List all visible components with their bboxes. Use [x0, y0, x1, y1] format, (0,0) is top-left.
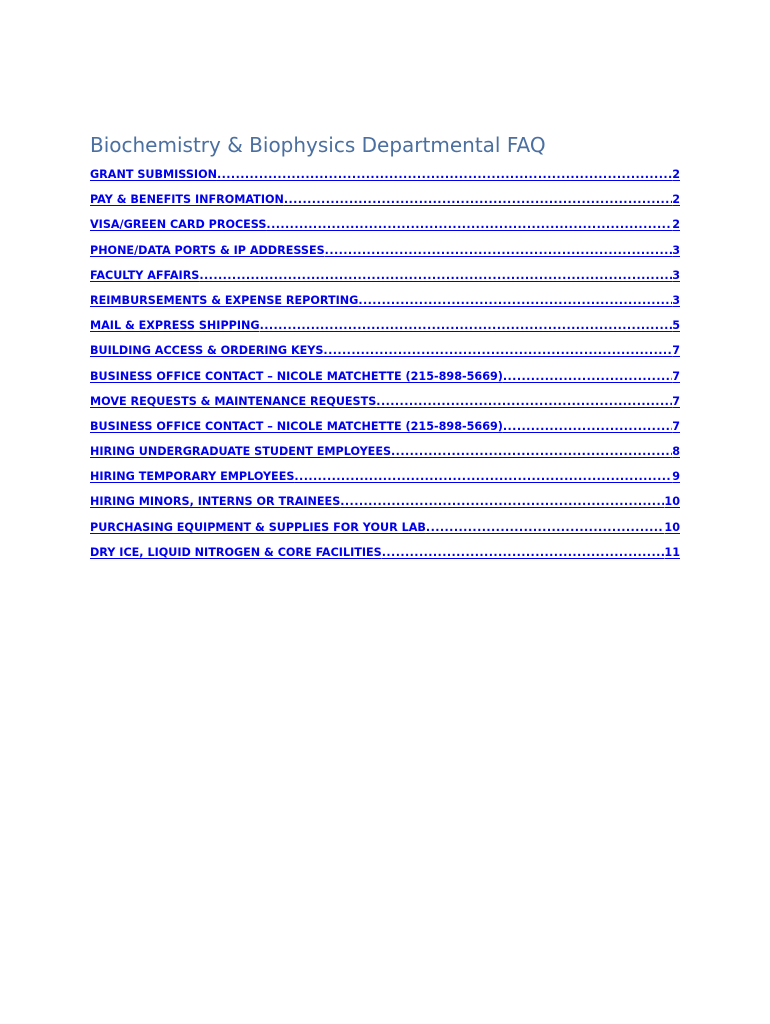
toc-entry-label: PHONE/DATA PORTS & IP ADDRESSES [90, 243, 325, 257]
toc-entry-label: HIRING UNDERGRADUATE STUDENT EMPLOYEES [90, 445, 392, 459]
toc-entry-label: BUSINESS OFFICE CONTACT – NICOLE MATCHETTE (215-898-5669) [90, 369, 503, 383]
toc-page-number: 3 [672, 268, 680, 282]
toc-dot-leader [260, 313, 673, 338]
toc-dot-leader [266, 212, 672, 237]
toc-dot-leader [503, 414, 672, 439]
toc-entry-business-office-contact[interactable] [90, 364, 680, 389]
toc-entry-label: HIRING MINORS, INTERNS OR TRAINEES [90, 495, 341, 509]
toc-entry-label: FACULTY AFFAIRS [90, 268, 200, 282]
toc-page-number: 3 [672, 293, 680, 307]
toc-entry-label: REIMBURSEMENTS & EXPENSE REPORTING [90, 293, 359, 307]
toc-dot-leader [340, 489, 664, 514]
toc-dot-leader [382, 540, 665, 565]
table-of-contents [90, 162, 680, 565]
toc-dot-leader [325, 238, 673, 263]
toc-entry-label: PURCHASING EQUIPMENT & SUPPLIES FOR YOUR LAB [90, 520, 426, 534]
toc-dot-leader [284, 187, 672, 212]
toc-page-number: 11 [664, 545, 680, 559]
toc-entry-move-maintenance[interactable] [90, 389, 680, 414]
toc-dot-leader [391, 439, 672, 464]
toc-dot-leader [294, 464, 672, 489]
toc-entry-pay-benefits[interactable] [90, 187, 680, 212]
toc-entry-label: MAIL & EXPRESS SHIPPING [90, 319, 260, 333]
toc-entry-faculty-affairs[interactable] [90, 263, 680, 288]
toc-dot-leader [426, 515, 665, 540]
toc-entry-mail-shipping[interactable] [90, 313, 680, 338]
toc-entry-visa-green-card[interactable] [90, 212, 680, 237]
toc-page-number: 7 [672, 369, 680, 383]
toc-entry-business-office-contact-2[interactable] [90, 414, 680, 439]
toc-dot-leader [358, 288, 672, 313]
toc-page-number: 7 [672, 344, 680, 358]
toc-page-number: 7 [672, 419, 680, 433]
toc-entry-reimbursements[interactable] [90, 288, 680, 313]
toc-entry-grant-submission[interactable] [90, 162, 680, 187]
toc-dot-leader [217, 162, 672, 187]
toc-page-number: 10 [664, 520, 680, 534]
toc-entry-label: HIRING TEMPORARY EMPLOYEES [90, 470, 295, 484]
toc-page-number: 2 [672, 218, 680, 232]
toc-page-number: 7 [672, 394, 680, 408]
toc-entry-hiring-minors[interactable] [90, 489, 680, 514]
toc-entry-purchasing-equipment[interactable] [90, 515, 680, 540]
toc-entry-label: MOVE REQUESTS & MAINTENANCE REQUESTS [90, 394, 377, 408]
toc-entry-label: BUILDING ACCESS & ORDERING KEYS [90, 344, 324, 358]
toc-page-number: 2 [672, 168, 680, 181]
toc-entry-dry-ice-nitrogen[interactable] [90, 540, 680, 565]
toc-page-number: 9 [672, 470, 680, 484]
toc-page-number: 10 [664, 495, 680, 509]
toc-page-number: 3 [672, 243, 680, 257]
toc-dot-leader [199, 263, 672, 288]
toc-page-number: 5 [672, 319, 680, 333]
toc-entry-label: GRANT SUBMISSION [90, 168, 217, 181]
toc-entry-phone-data-ports[interactable] [90, 238, 680, 263]
toc-entry-hiring-temporary[interactable] [90, 464, 680, 489]
toc-entry-label: DRY ICE, LIQUID NITROGEN & CORE FACILITIES [90, 545, 382, 559]
toc-page-number: 8 [672, 445, 680, 459]
toc-entry-label: PAY & BENEFITS INFROMATION [90, 193, 284, 207]
toc-dot-leader [323, 338, 672, 363]
toc-entry-label: VISA/GREEN CARD PROCESS [90, 218, 267, 232]
toc-entry-label: BUSINESS OFFICE CONTACT – NICOLE MATCHETTE (215-898-5669) [90, 419, 503, 433]
toc-entry-hiring-undergraduate[interactable] [90, 439, 680, 464]
toc-page-number: 2 [672, 193, 680, 207]
toc-entry-building-access[interactable] [90, 338, 680, 363]
toc-dot-leader [503, 364, 672, 389]
document-title: Biochemistry & Biophysics Departmental FAQ [90, 133, 546, 157]
toc-dot-leader [376, 389, 672, 414]
